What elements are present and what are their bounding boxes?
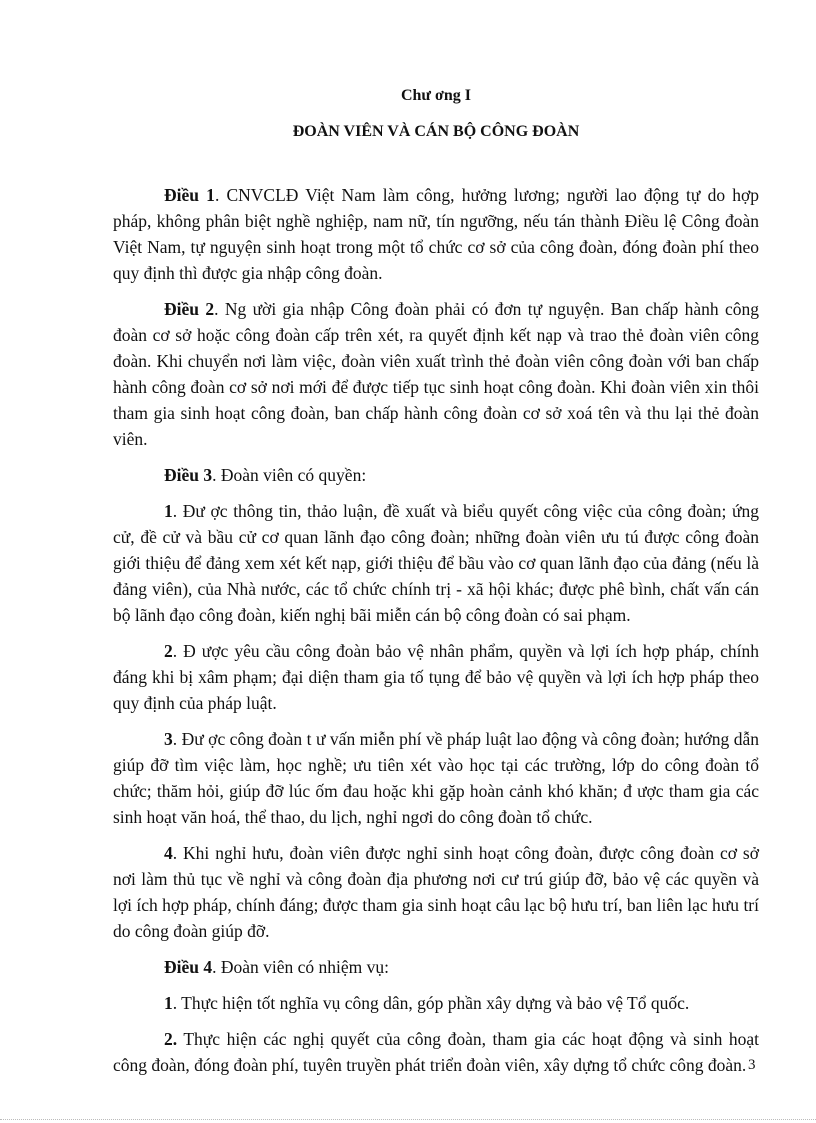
clause-text: . Thực hiện tốt nghĩa vụ công dân, góp phần xây dựng và bảo vệ Tổ quốc. [172,993,690,1013]
article-label: Điều 1 [164,185,215,205]
clause-text: . Khi nghỉ hưu, đoàn viên được nghỉ sinh hoạt công đoàn, được công đoàn cơ sở nơi làm thủ tục về nghỉ và công đoàn địa phương nơi cư trú giúp đỡ, bảo vệ các quyền và lợi ích hợp pháp, chính đáng; được tham gia sinh hoạt câu lạc bộ hưu trí, ban liên lạc hưu trí do công đoàn giúp đỡ. [113,843,759,941]
page-bottom-divider [0,1119,816,1120]
article-4-clause-2 [113,1026,759,1078]
clause-label: 3 [164,729,173,749]
article-3 [113,462,759,488]
article-text: . Ng ười gia nhập Công đoàn phải có đơn tự nguyện. Ban chấp hành công đoàn cơ sở hoặc công đoàn cấp trên xét, ra quyết định kết nạp và trao thẻ đoàn viên công đoàn. Khi chuyển nơi làm việc, đoàn viên xuất trình thẻ đoàn viên công đoàn với ban chấp hành công đoàn cơ sở nơi mới để được tiếp tục sinh hoạt công đoàn. Khi đoàn viên xin thôi tham gia sinh hoạt công đoàn, ban chấp hành công đoàn cơ sở xoá tên và thu lại thẻ đoàn viên. [113,299,759,449]
article-text: . CNVCLĐ Việt Nam làm công, hưởng lương; người lao động tự do hợp pháp, không phân biệt nghề nghiệp, nam nữ, tín ngưỡng, nếu tán thành Điều lệ Công đoàn Việt Nam, tự nguyện sinh hoạt trong một tổ chức cơ sở của công đoàn, đóng đoàn phí theo quy định thì được gia nhập công đoàn. [113,185,760,283]
article-2 [113,296,759,452]
article-label: Điều 2 [164,299,215,319]
chapter-title: Chư ơng I [400,87,472,104]
article-1 [113,182,759,286]
clause-text: . Đ ược yêu cầu công đoàn bảo vệ nhân phẩm, quyền và lợi ích hợp pháp, chính đáng khi bị xâm phạm; đại diện tham gia tố tụng để bảo vệ quyền và lợi ích hợp pháp theo quy định của pháp luật. [113,641,759,713]
article-4-clause-1 [113,990,759,1016]
article-4 [113,954,759,980]
article-label: Điều 3 [164,465,213,485]
clause-label: 1 [164,993,173,1013]
clause-text: . Đư ợc thông tin, thảo luận, đề xuất và biểu quyết công việc của công đoàn; ứng cử, đề cử và bầu cử cơ quan lãnh đạo công đoàn; những đoàn viên ưu tú được công đoàn giới thiệu để đảng xem xét kết nạp, giới thiệu để bầu vào cơ quan lãnh đạo của đảng (nếu là đảng viên), của Nhà nước, các tổ chức chính trị - xã hội khác; được phê bình, chất vấn cán bộ lãnh đạo công đoàn, kiến nghị bãi miễn cán bộ công đoàn có sai phạm. [113,501,759,625]
article-3-clause-2 [113,638,759,716]
chapter-subtitle: ĐOÀN VIÊN VÀ CÁN BỘ CÔNG ĐOÀN [292,123,580,140]
article-text: . Đoàn viên có nhiệm vụ: [212,957,390,977]
clause-text: . Đư ợc công đoàn t ư vấn miễn phí về pháp luật lao động và công đoàn; hướng dẫn giúp đỡ tìm việc làm, học nghề; ưu tiên xét vào học tại các trường, lớp do công đoàn tổ chức; thăm hỏi, giúp đỡ lúc ốm đau hoặc khi gặp hoàn cảnh khó khăn; đ ược tham gia các sinh hoạt văn hoá, thể thao, du lịch, nghỉ ngơi do công đoàn tổ chức. [113,729,759,827]
article-text: . Đoàn viên có quyền: [212,465,367,485]
clause-label: 1 [164,501,173,521]
clause-text: Thực hiện các nghị quyết của công đoàn, tham gia các hoạt động và sinh hoạt công đoàn, đóng đoàn phí, tuyên truyền phát triển đoàn viên, xây dựng tổ chức công đoàn. [113,1029,759,1075]
clause-label: 2. [164,1029,178,1049]
clause-label: 2 [164,641,173,661]
article-3-clause-4 [113,840,759,944]
article-label: Điều 4 [164,957,213,977]
page-content [113,86,759,1088]
page-number: 3 [748,1057,756,1073]
article-3-clause-1 [113,498,759,628]
clause-label: 4 [164,843,173,863]
article-3-clause-3 [113,726,759,830]
